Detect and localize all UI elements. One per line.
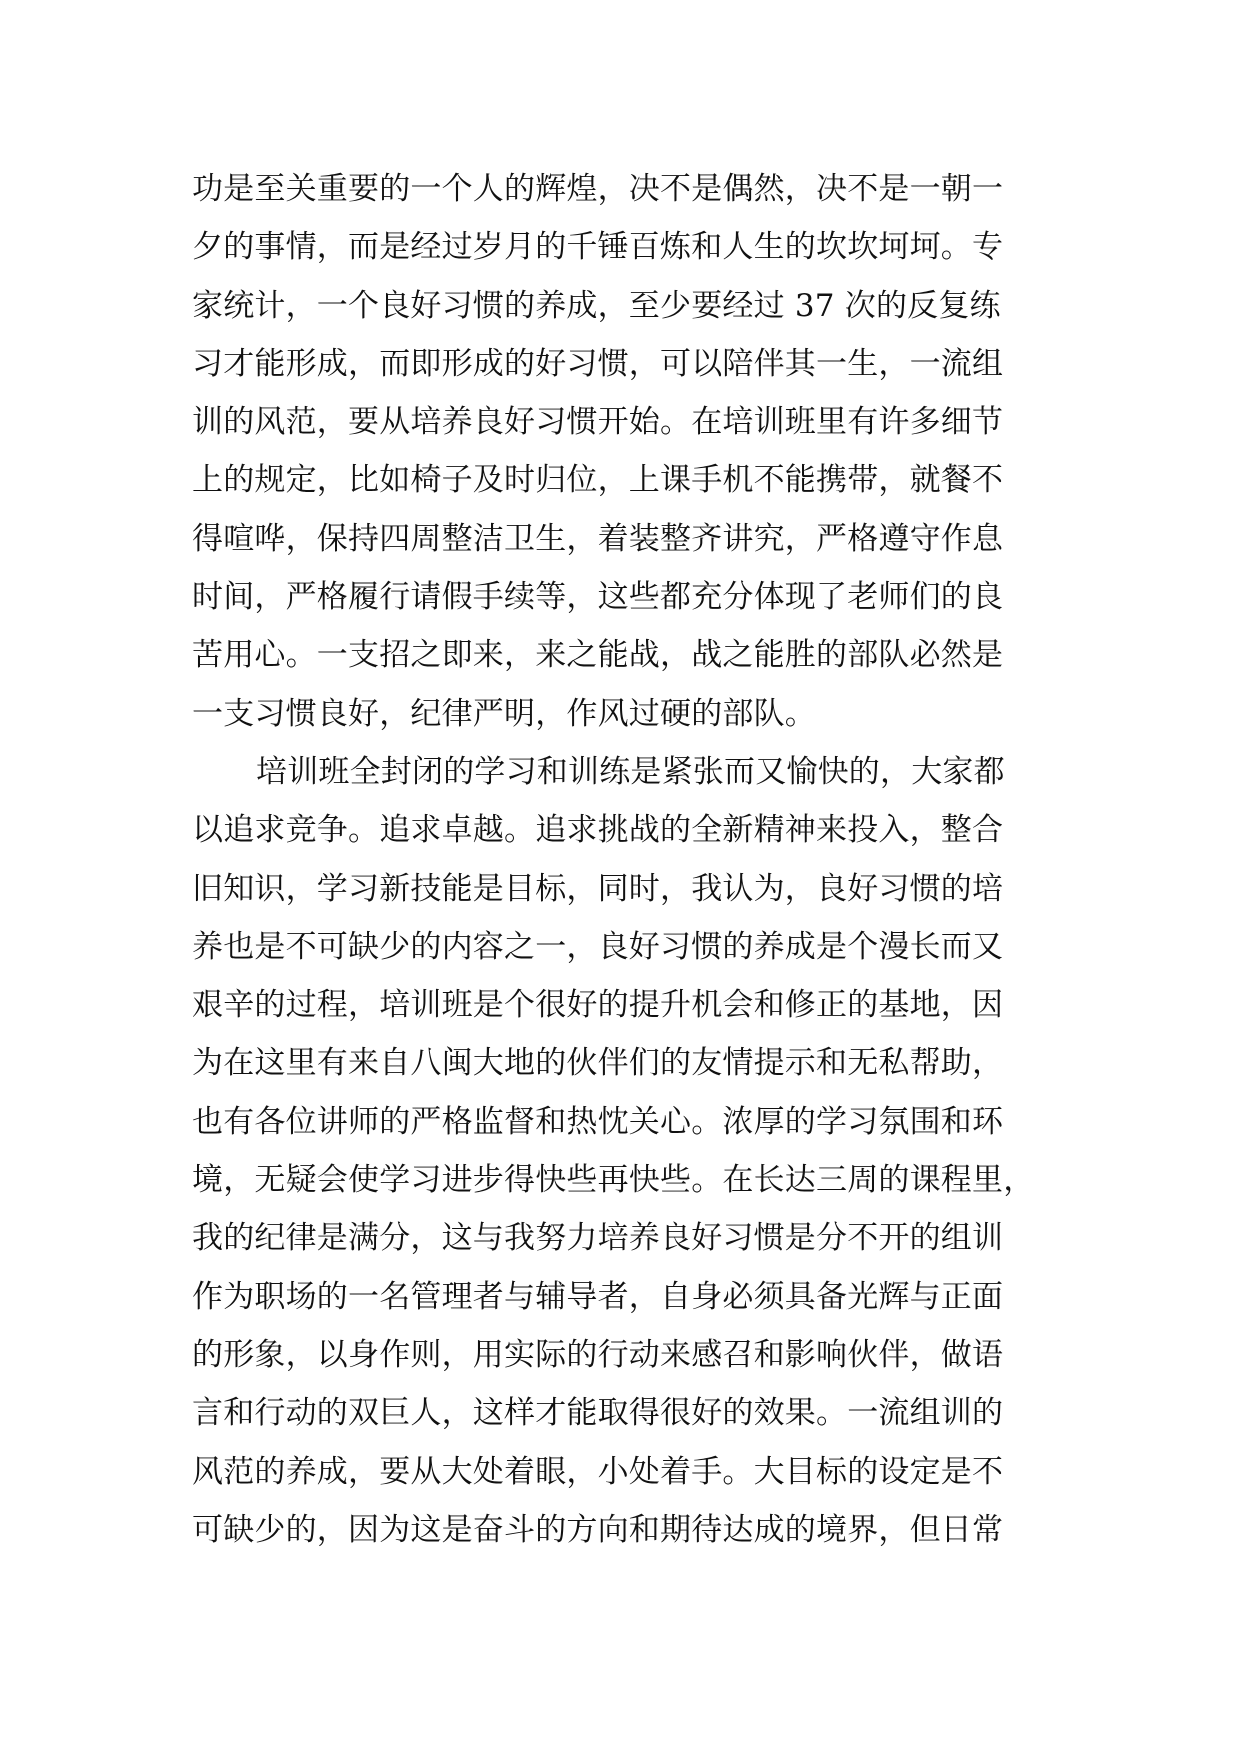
text-line: 时间，严格履行请假手续等，这些都充分体现了老师们的良 xyxy=(192,579,1004,616)
paragraph-2 xyxy=(192,743,1052,1559)
text-line: 得喧哗，保持四周整洁卫生，着装整齐讲究，严格遵守作息 xyxy=(192,520,1004,557)
text-line: 言和行动的双巨人，这样才能取得很好的效果。一流组训的 xyxy=(192,1395,1004,1432)
document-body xyxy=(192,160,1052,1559)
paragraph-1 xyxy=(192,160,1052,743)
text-line-first-indented: 培训班全封闭的学习和训练是紧张而又愉快的，大家都 xyxy=(256,753,1005,790)
text-line: 我的纪律是满分，这与我努力培养良好习惯是分不开的组训 xyxy=(192,1220,1004,1257)
text-line: 家统计，一个良好习惯的养成，至少要经过 37 次的反复练 xyxy=(192,287,1001,324)
text-line: 训的风范，要从培养良好习惯开始。在培训班里有许多细节 xyxy=(192,404,1004,441)
text-line: 境，无疑会使学习进步得快些再快些。在长达三周的课程里， xyxy=(192,1162,1035,1199)
text-line: 旧知识，学习新技能是目标，同时，我认为，良好习惯的培 xyxy=(192,870,1004,907)
text-line: 习才能形成，而即形成的好习惯，可以陪伴其一生，一流组 xyxy=(192,345,1004,382)
text-line: 风范的养成，要从大处着眼，小处着手。大目标的设定是不 xyxy=(192,1453,1004,1490)
text-line: 养也是不可缺少的内容之一，良好习惯的养成是个漫长而又 xyxy=(192,928,1004,965)
text-line: 作为职场的一名管理者与辅导者，自身必须具备光辉与正面 xyxy=(192,1278,1004,1315)
text-line: 也有各位讲师的严格监督和热忱关心。浓厚的学习氛围和环 xyxy=(192,1103,1004,1140)
text-line: 的形象，以身作则，用实际的行动来感召和影响伙伴，做语 xyxy=(192,1336,1004,1373)
text-line: 以追求竞争。追求卓越。追求挑战的全新精神来投入，整合 xyxy=(192,812,1004,849)
text-line: 苦用心。一支招之即来，来之能战，战之能胜的部队必然是 xyxy=(192,637,1004,674)
text-line: 一支习惯良好，纪律严明，作风过硬的部队。 xyxy=(192,695,816,732)
text-line: 艰辛的过程，培训班是个很好的提升机会和修正的基地，因 xyxy=(192,987,1004,1024)
text-line: 可缺少的，因为这是奋斗的方向和期待达成的境界，但日常 xyxy=(192,1511,1004,1548)
text-line: 功是至关重要的一个人的辉煌，决不是偶然，决不是一朝一 xyxy=(192,171,1004,207)
text-line: 为在这里有来自八闽大地的伙伴们的友情提示和无私帮助， xyxy=(192,1045,1004,1082)
text-line: 夕的事情，而是经过岁月的千锤百炼和人生的坎坎坷坷。专 xyxy=(192,229,1004,266)
text-line: 上的规定，比如椅子及时归位，上课手机不能携带，就餐不 xyxy=(192,462,1004,499)
